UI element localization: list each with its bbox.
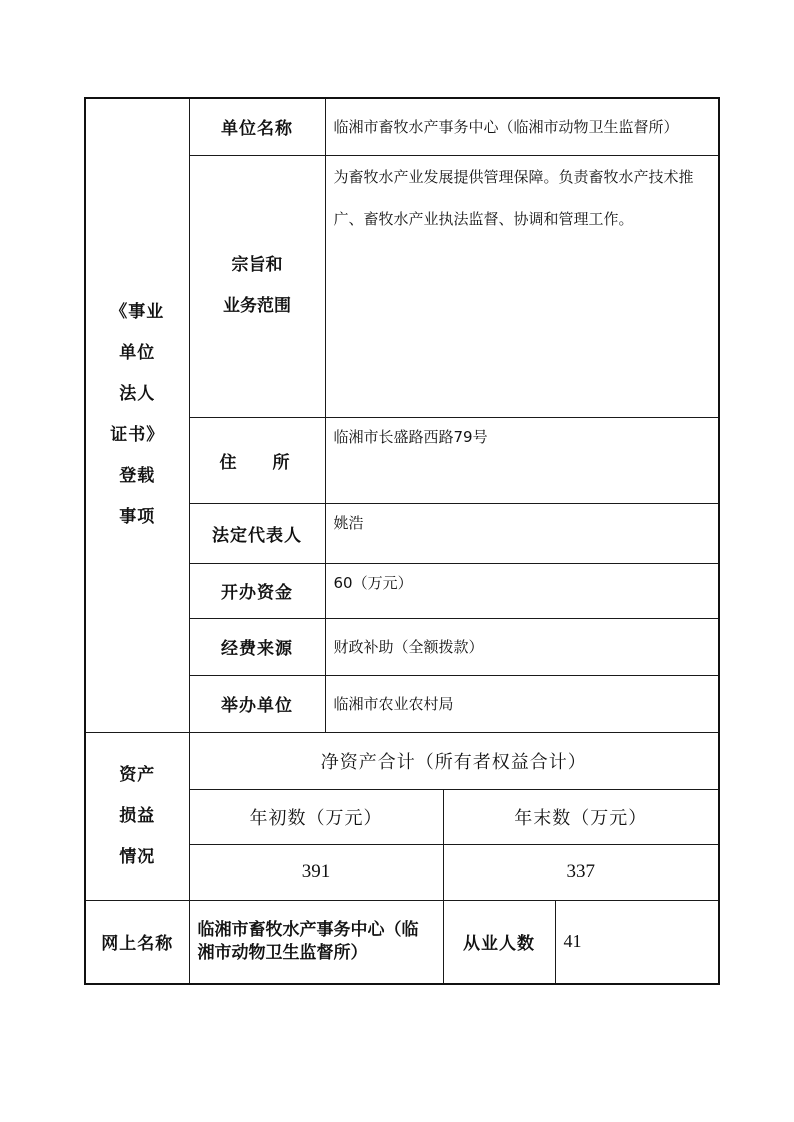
assets-section-title [85, 732, 189, 900]
unit-name-row [85, 98, 719, 155]
section-title-line: 法人 [119, 384, 156, 405]
assets-title-line: 情况 [119, 846, 156, 867]
online-row [85, 900, 719, 984]
capital-value: 60（万元） [325, 563, 719, 618]
address-label-char: 住 [219, 452, 238, 473]
registration-section-title [85, 98, 189, 732]
end-of-year-label: 年末数（万元） [443, 789, 719, 844]
section-title-line: 事项 [119, 507, 156, 528]
online-name-value: 临湘市畜牧水产事务中心（临湘市动物卫生监督所） [189, 900, 443, 984]
section-title-line: 证书》 [110, 425, 165, 446]
unit-name-value: 临湘市畜牧水产事务中心（临湘市动物卫生监督所） [325, 98, 719, 155]
begin-of-year-label: 年初数（万元） [189, 789, 443, 844]
registration-table [84, 97, 720, 985]
capital-label: 开办资金 [189, 563, 325, 618]
online-name-label: 网上名称 [85, 900, 189, 984]
staff-count-value: 41 [555, 900, 719, 984]
begin-of-year-value: 391 [189, 844, 443, 900]
address-label [189, 417, 325, 503]
purpose-label [189, 155, 325, 417]
sponsor-value: 临湘市农业农村局 [325, 675, 719, 732]
funding-label: 经费来源 [189, 618, 325, 675]
address-value [325, 417, 719, 503]
legal-rep-value: 姚浩 [325, 503, 719, 563]
purpose-label-line: 业务范围 [223, 296, 291, 316]
section-title-line: 登载 [119, 466, 156, 487]
funding-value: 财政补助（全额拨款） [325, 618, 719, 675]
staff-count-label: 从业人数 [443, 900, 555, 984]
purpose-label-line: 宗旨和 [231, 255, 283, 275]
net-assets-header: 净资产合计（所有者权益合计） [189, 732, 719, 789]
address-text: 临湘市长盛路西路79号 [333, 427, 488, 446]
section-title-line: 《事业 [110, 302, 165, 323]
address-label-char: 所 [272, 452, 291, 473]
unit-name-label: 单位名称 [189, 98, 325, 155]
assets-title-line: 损益 [119, 805, 156, 826]
assets-header-row [85, 732, 719, 789]
end-of-year-value: 337 [443, 844, 719, 900]
section-title-line: 单位 [119, 343, 156, 364]
purpose-value: 为畜牧水产业发展提供管理保障。负责畜牧水产技术推广、畜牧水产业执法监督、协调和管理工作。 [325, 155, 719, 417]
assets-title-line: 资产 [119, 764, 156, 785]
sponsor-label: 举办单位 [189, 675, 325, 732]
legal-rep-label: 法定代表人 [189, 503, 325, 563]
